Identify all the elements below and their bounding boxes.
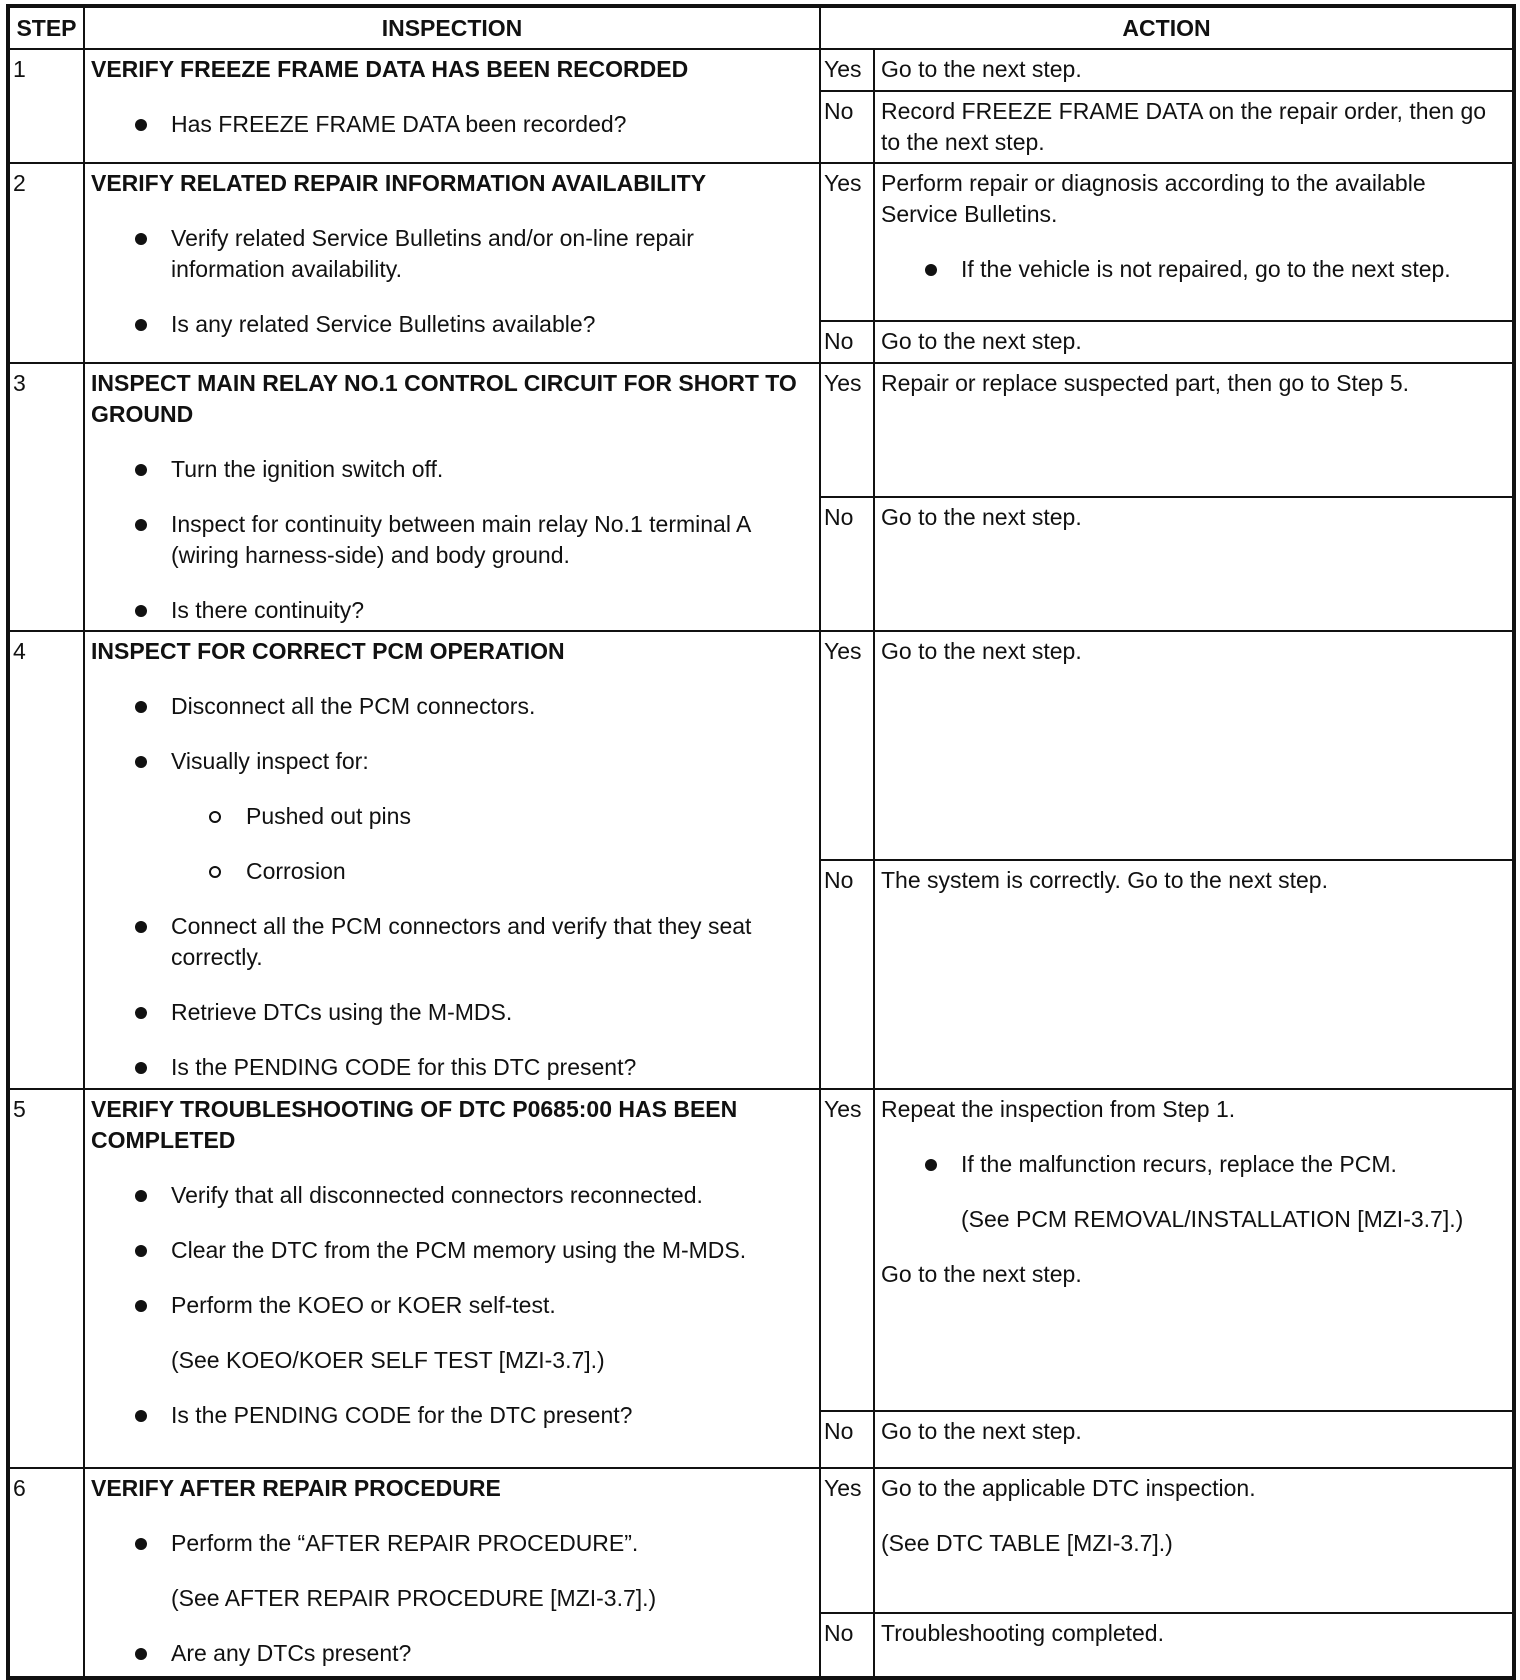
hollow-bullet-icon	[209, 811, 221, 823]
step-1-no-action: Record FREEZE FRAME DATA on the repair order, then go to the next step.	[874, 91, 1513, 163]
step-6-yes-reference: (See DTC TABLE [MZI-3.7].)	[881, 1530, 1173, 1556]
bullet-icon	[135, 1190, 147, 1202]
step-2-inspection	[84, 163, 820, 363]
bullet-icon	[135, 921, 147, 933]
step-4-title: INSPECT FOR CORRECT PCM OPERATION	[91, 638, 565, 664]
bullet-icon	[135, 1245, 147, 1257]
step-5-title: VERIFY TROUBLESHOOTING OF DTC P0685:00 HAS BEEN COMPLETED	[91, 1096, 738, 1153]
step-2-number: 2	[9, 163, 84, 363]
step-3-title: INSPECT MAIN RELAY NO.1 CONTROL CIRCUIT FOR SHORT TO GROUND	[91, 370, 797, 427]
bullet-icon	[135, 1007, 147, 1019]
step-4-no-action: The system is correctly. Go to the next step.	[874, 860, 1513, 1089]
step-6-reference: (See AFTER REPAIR PROCEDURE [MZI-3.7].)	[171, 1585, 657, 1611]
bullet-icon	[925, 1159, 937, 1171]
step-5-yes-followup: Go to the next step.	[881, 1261, 1082, 1287]
step-4-sub-bullet: Pushed out pins	[91, 801, 813, 832]
step-6-no-label: No	[820, 1613, 874, 1677]
step-1-title: VERIFY FREEZE FRAME DATA HAS BEEN RECORDED	[91, 56, 689, 82]
step-4-yes-action: Go to the next step.	[874, 631, 1513, 860]
step-1-yes-action: Go to the next step.	[874, 49, 1513, 91]
bullet-icon	[135, 701, 147, 713]
step-5-bullet: Verify that all disconnected connectors reconnected.	[91, 1180, 813, 1211]
step-2-yes-action: Perform repair or diagnosis according to the available Service Bulletins. If the vehicle is not repaired, go to the next step.	[874, 163, 1513, 321]
bullet-icon	[135, 233, 147, 245]
step-5-yes-label: Yes	[820, 1089, 874, 1411]
step-4-sub-bullet: Corrosion	[91, 856, 813, 887]
step-5-yes-reference: (See PCM REMOVAL/INSTALLATION [MZI-3.7].)	[961, 1206, 1464, 1232]
step-6-number: 6	[9, 1468, 84, 1677]
step-6-title: VERIFY AFTER REPAIR PROCEDURE	[91, 1475, 501, 1501]
step-3-no-action: Go to the next step.	[874, 497, 1513, 631]
step-6-yes-row	[9, 1468, 1513, 1613]
step-1-yes-label: Yes	[820, 49, 874, 91]
step-2-yes-row	[9, 163, 1513, 321]
step-6-yes-action: Go to the applicable DTC inspection. (See DTC TABLE [MZI-3.7].)	[874, 1468, 1513, 1613]
step-6-bullet: Perform the “AFTER REPAIR PROCEDURE”.	[91, 1528, 813, 1559]
step-5-yes-row	[9, 1089, 1513, 1411]
bullet-icon	[135, 1300, 147, 1312]
header-step: STEP	[9, 7, 84, 49]
step-4-bullet: Visually inspect for:	[91, 746, 813, 777]
bullet-icon	[135, 319, 147, 331]
step-3-yes-row	[9, 363, 1513, 497]
header-row	[9, 7, 1513, 49]
step-6-bullet: Are any DTCs present?	[91, 1638, 813, 1669]
step-6-no-action: Troubleshooting completed.	[874, 1613, 1513, 1677]
step-2-bullet: Verify related Service Bulletins and/or on-line repair information availability.	[91, 223, 813, 285]
troubleshooting-table	[8, 6, 1514, 1678]
header-action: ACTION	[820, 7, 1513, 49]
step-4-number: 4	[9, 631, 84, 1089]
bullet-icon	[135, 464, 147, 476]
hollow-bullet-icon	[209, 866, 221, 878]
step-1-yes-row	[9, 49, 1513, 91]
step-3-bullet: Inspect for continuity between main relay No.1 terminal A (wiring harness-side) and body ground.	[91, 509, 813, 571]
step-1-number: 1	[9, 49, 84, 163]
step-4-yes-row	[9, 631, 1513, 860]
step-2-bullet: Is any related Service Bulletins available?	[91, 309, 813, 340]
step-5-number: 5	[9, 1089, 84, 1468]
step-2-yes-label: Yes	[820, 163, 874, 321]
step-5-bullet: Perform the KOEO or KOER self-test.	[91, 1290, 813, 1321]
bullet-icon	[135, 1410, 147, 1422]
step-2-no-action: Go to the next step.	[874, 321, 1513, 363]
step-1-inspection	[84, 49, 820, 163]
bullet-icon	[135, 1062, 147, 1074]
step-4-bullet: Connect all the PCM connectors and verify that they seat correctly.	[91, 911, 813, 973]
step-5-no-action: Go to the next step.	[874, 1411, 1513, 1468]
step-5-no-label: No	[820, 1411, 874, 1468]
step-5-reference: (See KOEO/KOER SELF TEST [MZI-3.7].)	[171, 1347, 605, 1373]
step-5-bullet: Is the PENDING CODE for the DTC present?	[91, 1400, 813, 1431]
step-4-bullet: Retrieve DTCs using the M-MDS.	[91, 997, 813, 1028]
step-3-no-label: No	[820, 497, 874, 631]
step-4-bullet: Is the PENDING CODE for this DTC present?	[91, 1052, 813, 1083]
troubleshooting-document	[8, 6, 1514, 1678]
header-inspection: INSPECTION	[84, 7, 820, 49]
bullet-icon	[135, 119, 147, 131]
step-1-no-label: No	[820, 91, 874, 163]
step-5-yes-bullet: If the malfunction recurs, replace the PCM.	[881, 1149, 1506, 1180]
bullet-icon	[135, 756, 147, 768]
step-4-no-label: No	[820, 860, 874, 1089]
step-6-inspection	[84, 1468, 820, 1677]
step-3-bullet: Turn the ignition switch off.	[91, 454, 813, 485]
step-3-bullet: Is there continuity?	[91, 595, 813, 626]
step-3-inspection	[84, 363, 820, 631]
bullet-icon	[135, 519, 147, 531]
bullet-icon	[135, 1648, 147, 1660]
step-2-no-label: No	[820, 321, 874, 363]
step-3-number: 3	[9, 363, 84, 631]
step-1-bullet: Has FREEZE FRAME DATA been recorded?	[91, 109, 813, 140]
step-5-inspection	[84, 1089, 820, 1468]
step-4-inspection	[84, 631, 820, 1089]
step-4-yes-label: Yes	[820, 631, 874, 860]
bullet-icon	[135, 1538, 147, 1550]
step-4-bullet: Disconnect all the PCM connectors.	[91, 691, 813, 722]
step-2-yes-bullet: If the vehicle is not repaired, go to the next step.	[881, 254, 1506, 285]
step-2-title: VERIFY RELATED REPAIR INFORMATION AVAILABILITY	[91, 170, 707, 196]
bullet-icon	[135, 605, 147, 617]
bullet-icon	[925, 264, 937, 276]
step-6-yes-label: Yes	[820, 1468, 874, 1613]
step-5-bullet: Clear the DTC from the PCM memory using the M-MDS.	[91, 1235, 813, 1266]
step-3-yes-label: Yes	[820, 363, 874, 497]
step-5-yes-action: Repeat the inspection from Step 1. If the malfunction recurs, replace the PCM. (See PCM REMOVAL/INSTALLATION [MZI-3.7].) Go to the next step.	[874, 1089, 1513, 1411]
step-3-yes-action: Repair or replace suspected part, then go to Step 5.	[874, 363, 1513, 497]
